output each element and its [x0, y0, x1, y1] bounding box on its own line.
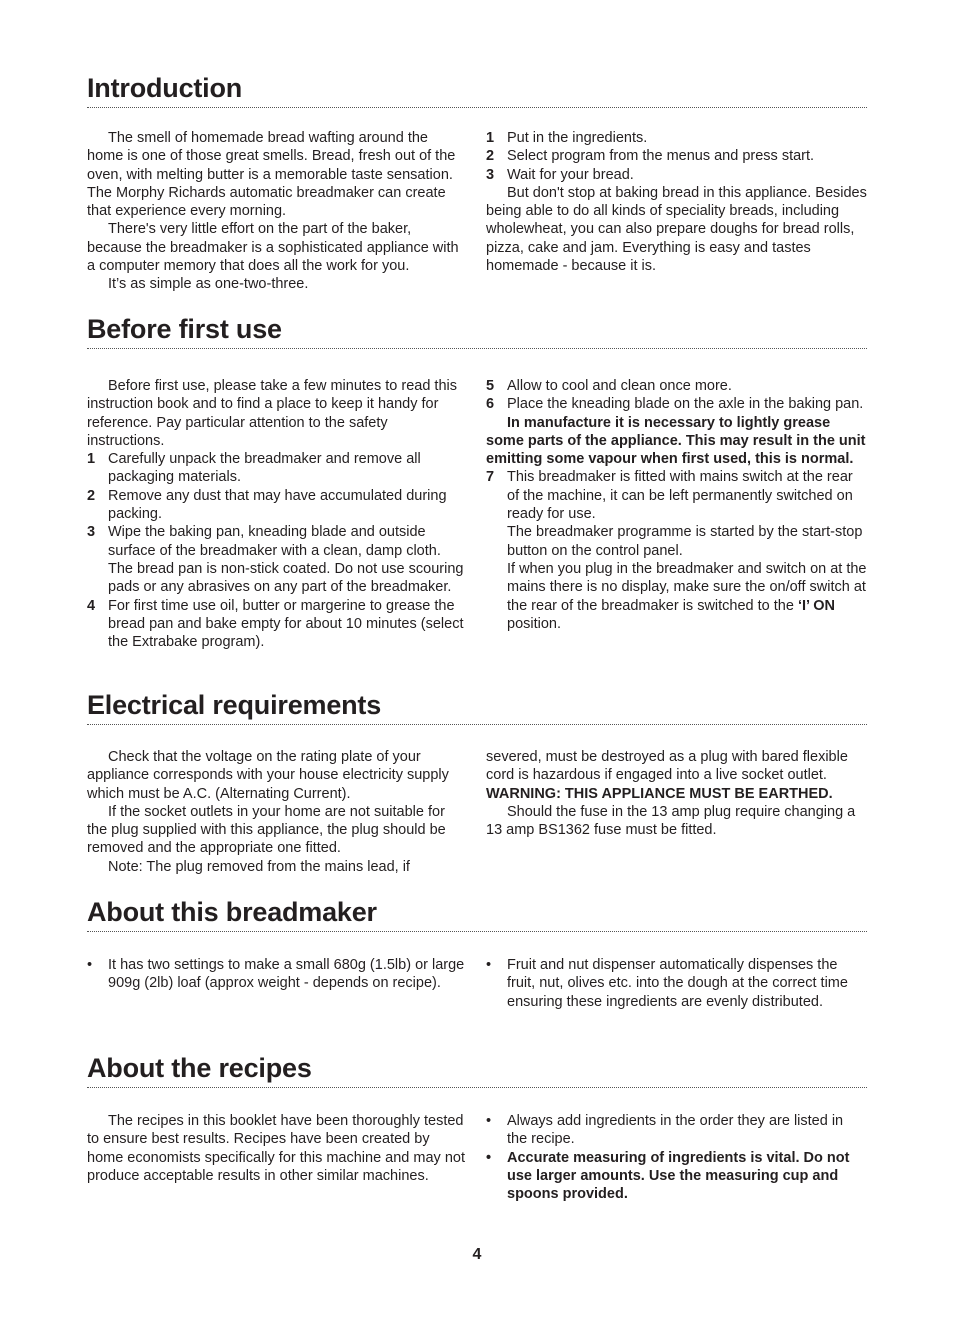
before-step: 2 Remove any dust that may have accumulated during packing. [87, 487, 447, 523]
grease-note: some parts of the appliance. This may result in the unit emitting some vapour when first used, this is normal. [486, 432, 866, 468]
electrical-paragraph: Note: The plug removed from the mains lead, if [108, 858, 410, 875]
before-step: 6 Place the kneading blade on the axle in the baking pan. [486, 396, 864, 413]
dotted-divider [87, 348, 867, 349]
heading-before-first-use: Before first use [87, 314, 282, 344]
heading-introduction: Introduction [87, 73, 243, 103]
bullet-icon: • [486, 1149, 492, 1166]
before-paragraph: Before first use, please take a few minutes to read this instruction book and to find a place to keep it handy for reference. Pay particular attention to the safety instructions. [87, 378, 457, 449]
heading-electrical-requirements: Electrical requirements [87, 690, 382, 720]
intro-left-column [87, 129, 468, 294]
dotted-divider [87, 1087, 867, 1088]
bullet-icon: • [486, 957, 492, 973]
recipes-paragraph: The recipes in this booklet have been thoroughly tested to ensure best results. Recipes have been created by home economists specifically for this machine and may not produce acceptable results in other similar machines. [87, 1113, 465, 1184]
electrical-right-column [486, 748, 867, 876]
intro-step: 3 Wait for your bread. [486, 166, 634, 183]
intro-step: 2 Select program from the menus and press start. [486, 148, 815, 165]
step-continuation: If when you plug in the breadmaker and switch on at the mains there is no display, make sure the on/off switch at the rear of the breadmaker is switched to the ‘I’ ON position. [507, 560, 867, 632]
step-continuation: The breadmaker programme is started by the start-stop button on the control panel. [507, 524, 863, 559]
before-step: 7 This breadmaker is fitted with mains switch at the rear of the machine, it can be left permanently switched on ready for use. [486, 469, 853, 523]
heading-about-breadmaker: About this breadmaker [87, 897, 377, 927]
heading-about-recipes: About the recipes [87, 1053, 312, 1083]
intro-step: 1 Put in the ingredients. [486, 130, 648, 146]
electrical-paragraph: severed, must be destroyed as a plug with bared flexible cord is hazardous if engaged into a live socket outlet. [486, 749, 848, 784]
list-item: • Fruit and nut dispenser automatically dispenses the fruit, nut, olives etc. into the dough at the correct time ensuring these ingredients are evenly distributed. [486, 957, 848, 1010]
section-about-breadmaker [87, 896, 867, 1010]
dotted-divider [87, 724, 867, 725]
list-item: • Always add ingredients in the order they are listed in the recipe. [486, 1113, 844, 1148]
section-before-first-use [87, 313, 867, 651]
electrical-left-column [87, 748, 468, 876]
breadmaker-right-column [486, 956, 867, 1011]
intro-paragraph: But don't stop at baking bread in this appliance. Besides being able to do all kinds of speciality breads, including wholewheat, you can also prepare doughs for bread rolls, pizza, cake and jam. Everything is easy and tastes homemade - because it is. [486, 184, 867, 275]
earthing-warning: WARNING: THIS APPLIANCE MUST BE EARTHED. [486, 785, 833, 802]
section-electrical-requirements [87, 689, 867, 875]
electrical-paragraph: Check that the voltage on the rating plate of your appliance corresponds with your house electricity supply which must be A.C. (Alternating Current). [87, 749, 449, 802]
page-number: 4 [472, 1246, 482, 1263]
dotted-divider [87, 931, 867, 932]
intro-paragraph: The smell of homemade bread wafting around the home is one of those great smells. Bread, fresh out of the oven, with melting butter is a memorable taste sensation. The Morphy Richards automatic breadmaker can create that experience every morning. [87, 130, 456, 220]
list-item: • Accurate measuring of ingredients is vital. Do not use larger amounts. Use the measuring cup and spoons provided. [486, 1149, 850, 1203]
electrical-paragraph: Should the fuse in the 13 amp plug require changing a 13 amp BS1362 fuse must be fitted. [486, 803, 856, 839]
list-item: • It has two settings to make a small 680g (1.5lb) or large 909g (2lb) loaf (approx weight - depends on recipe). [87, 957, 465, 992]
before-left-column [87, 377, 468, 651]
before-step: 4 For first time use oil, butter or margerine to grease the bread pan and bake empty for about 10 minutes (select the Extrabake program). [87, 597, 464, 651]
electrical-paragraph: If the socket outlets in your home are not suitable for the plug supplied with this appliance, the plug should be removed and the appropriate one fitted. [87, 803, 446, 857]
section-introduction [87, 72, 867, 293]
intro-paragraph: There's very little effort on the part of the baker, because the breadmaker is a sophisticated appliance with a computer memory that does all the work for you. [87, 221, 459, 275]
bullet-icon: • [87, 957, 93, 973]
before-right-column [486, 377, 867, 651]
bullet-icon: • [486, 1113, 492, 1129]
before-step: 1 Carefully unpack the breadmaker and remove all packaging materials. [87, 451, 421, 486]
dotted-divider [87, 107, 867, 108]
before-step: 5 Allow to cool and clean once more. [486, 378, 732, 394]
section-about-recipes [87, 1052, 867, 1203]
intro-paragraph: It’s as simple as one-two-three. [108, 276, 309, 293]
before-step: 3 Wipe the baking pan, kneading blade and outside surface of the breadmaker with a clean, damp cloth. The bread pan is non-stick coated. Do not use scouring pads or any abrasives on any part of the breadmaker. [87, 524, 464, 596]
recipes-left-column [87, 1112, 468, 1203]
grease-note-line: In manufacture it is necessary to lightly grease [507, 414, 831, 431]
on-position-label: ‘I’ ON [797, 597, 836, 614]
intro-right-column [486, 129, 867, 294]
breadmaker-left-column [87, 956, 468, 1011]
recipes-right-column [486, 1112, 867, 1203]
